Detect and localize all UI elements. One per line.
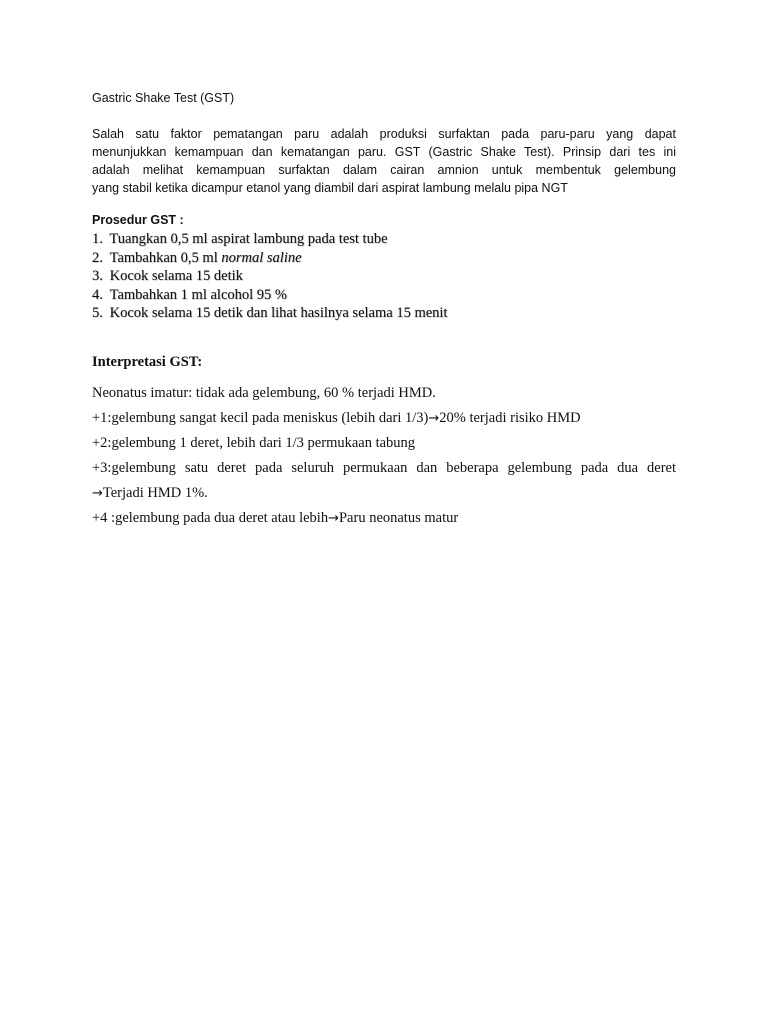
- procedure-step: [92, 267, 447, 286]
- paragraph-line: adalah melihat kemampuan surfaktan dalam cairan amnion untuk membentuk gelembung: [92, 163, 676, 177]
- line-text: +4 :gelembung pada dua deret atau lebih: [92, 510, 329, 526]
- procedure-heading: Prosedur GST :: [92, 213, 184, 227]
- step-number: 1.: [92, 231, 103, 247]
- step-number: 2.: [92, 249, 103, 266]
- interpretation-line: +3:gelembung satu deret pada seluruh permukaan dan beberapa gelembung pada dua deret: [92, 460, 676, 476]
- arrow-right-icon: →: [328, 511, 339, 526]
- interpretation-lines: [92, 381, 676, 531]
- step-text: Kocok selama 15 detik dan lihat hasilnya selama 15 menit: [109, 305, 448, 321]
- procedure-step: [92, 286, 447, 305]
- paragraph-line: menunjukkan kemampuan dan kematangan paru. GST (Gastric Shake Test). Prinsip dari tes ini: [92, 145, 676, 159]
- step-number: 5.: [92, 305, 103, 321]
- interpretation-line: Neonatus imatur: tidak ada gelembung, 60 % terjadi HMD.: [92, 385, 436, 401]
- procedure-step: [92, 304, 447, 323]
- step-number: 4.: [92, 286, 103, 303]
- interpretation-line: [92, 481, 676, 506]
- line-text: 20% terjadi risiko HMD: [439, 410, 581, 426]
- intro-paragraph: [92, 125, 676, 197]
- paragraph-line: Salah satu faktor pematangan paru adalah produksi surfaktan pada paru-paru yang dapat: [92, 127, 676, 141]
- arrow-right-icon: →: [92, 486, 103, 501]
- step-text: Tambahkan 1 ml alcohol 95 %: [109, 286, 287, 303]
- paragraph-line: yang stabil ketika dicampur etanol yang diambil dari aspirat lambung melalu pipa NGT: [92, 181, 568, 195]
- line-text: Paru neonatus matur: [338, 510, 459, 526]
- interpretation-line: +2:gelembung 1 deret, lebih dari 1/3 permukaan tabung: [92, 435, 416, 451]
- line-text: +1:gelembung sangat kecil pada meniskus (lebih dari 1/3): [92, 410, 429, 426]
- arrow-right-icon: →: [428, 411, 440, 426]
- interpretation-heading: Interpretasi GST:: [92, 354, 203, 370]
- document-title: Gastric Shake Test (GST): [92, 91, 235, 105]
- line-text: Terjadi HMD 1%.: [102, 485, 208, 501]
- procedure-step: [92, 249, 447, 268]
- step-text-italic: normal saline: [221, 249, 302, 266]
- interpretation-line: [92, 406, 676, 431]
- step-text: Tuangkan 0,5 ml aspirat lambung pada test tube: [109, 231, 388, 247]
- procedure-step: [92, 230, 447, 249]
- procedure-steps: [92, 230, 447, 323]
- interpretation-line: [92, 506, 676, 531]
- step-text: Kocok selama 15 detik: [109, 268, 243, 284]
- step-number: 3.: [92, 268, 103, 284]
- step-text: Tambahkan 0,5 ml: [109, 249, 218, 266]
